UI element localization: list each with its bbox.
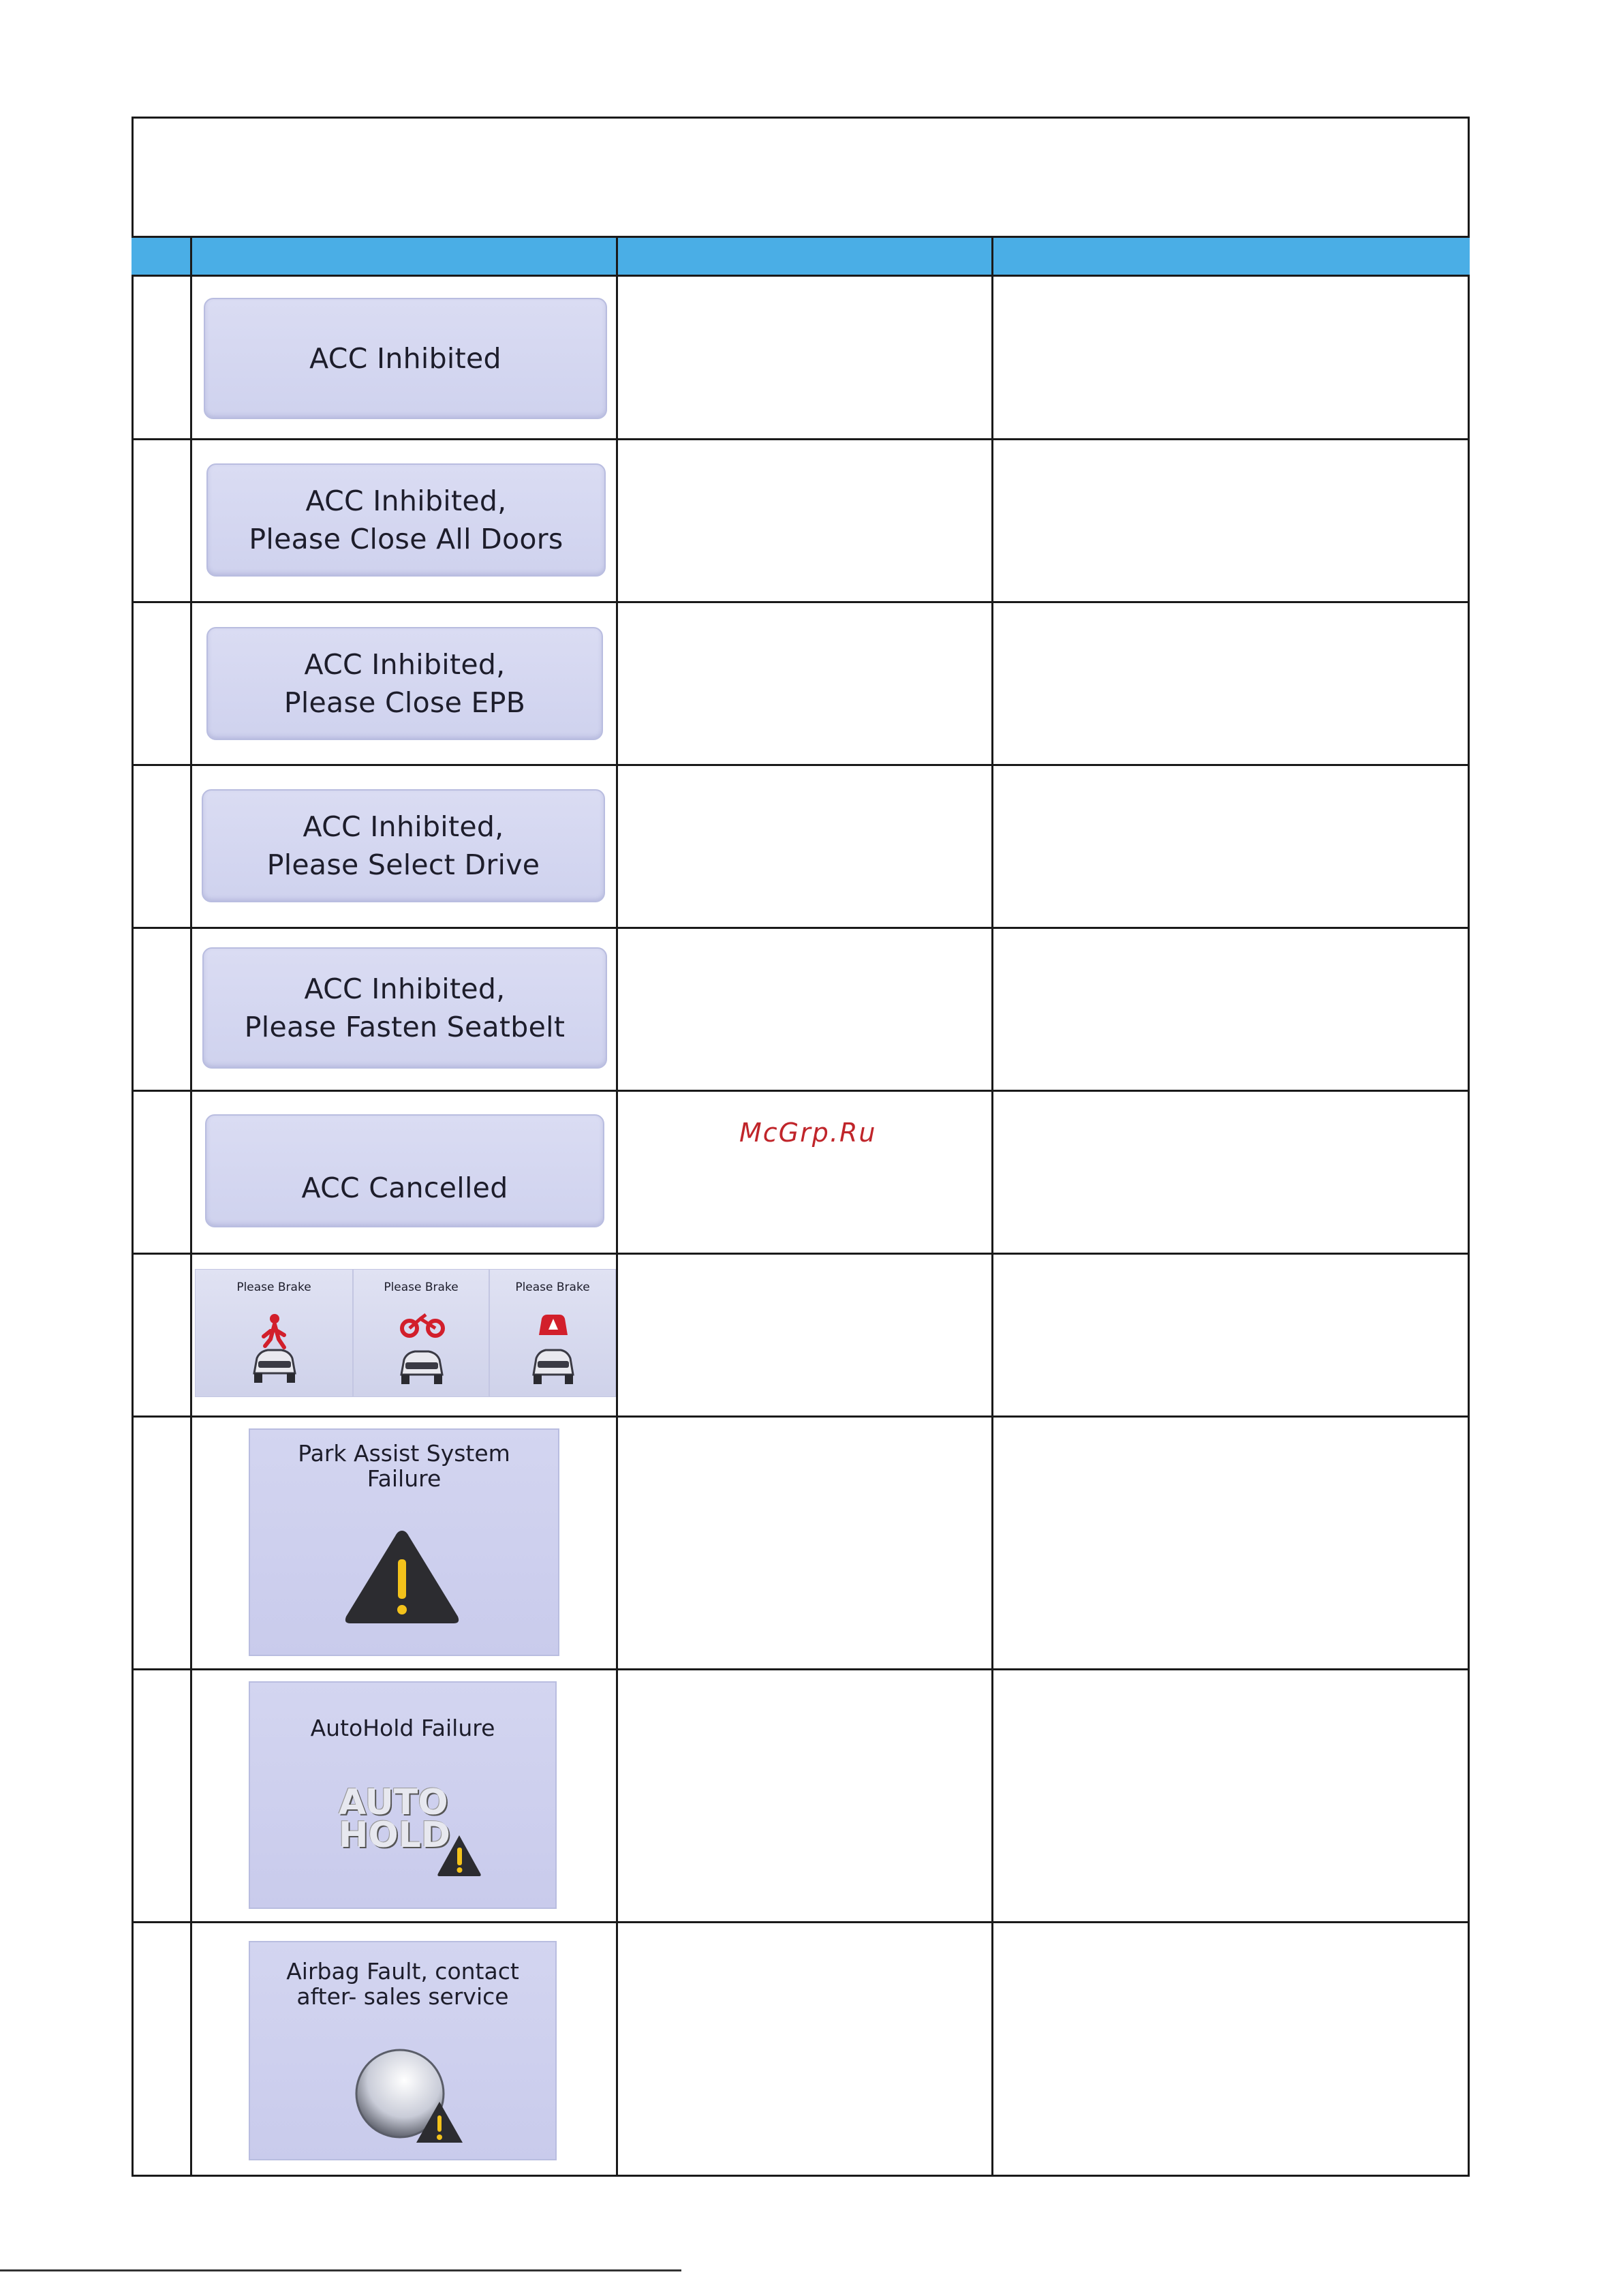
park-assist-failure-panel — [249, 1428, 559, 1656]
column-divider — [616, 236, 618, 2177]
please-brake-vehicle-tile — [489, 1269, 616, 1397]
panel-text: ACC Inhibited, Please Close EPB — [283, 648, 526, 719]
row-divider — [132, 1921, 1470, 1923]
autohold-warning-icon — [435, 1833, 483, 1878]
row-divider — [132, 438, 1470, 440]
footer-rule — [0, 2269, 681, 2271]
row-divider — [132, 927, 1470, 929]
pedestrian-car-icon — [243, 1312, 306, 1387]
row-divider — [132, 1253, 1470, 1255]
column-divider — [190, 236, 192, 2177]
row-divider — [132, 601, 1470, 603]
acc-cancelled-panel — [205, 1114, 604, 1227]
select-drive-panel — [202, 789, 605, 902]
fasten-seatbelt-panel — [202, 947, 607, 1069]
warning-triangle-icon — [341, 1525, 463, 1627]
close-epb-panel — [206, 627, 603, 740]
row-divider — [132, 764, 1470, 766]
panel-text: ACC Cancelled — [301, 1172, 508, 1204]
panel-title: Park Assist System Failure — [298, 1440, 510, 1492]
panel-text: ACC Inhibited, Please Fasten Seatbelt — [244, 973, 566, 1043]
cyclist-car-icon — [388, 1312, 456, 1387]
airbag-warning-icon — [345, 2045, 468, 2147]
panel-title: AutoHold Failure — [310, 1715, 495, 1741]
autohold-icon-label: AUTO HOLD — [339, 1782, 451, 1856]
please-brake-cyclist-tile — [353, 1269, 489, 1397]
row-divider — [132, 1415, 1470, 1418]
row-divider — [132, 1668, 1470, 1670]
panel-text: ACC Inhibited, Please Close All Doors — [249, 485, 563, 555]
please-brake-pedestrian-tile — [195, 1269, 353, 1397]
watermark: McGrp.Ru — [739, 1118, 877, 1148]
panel-title: Airbag Fault, contact after- sales service — [286, 1958, 519, 2010]
airbag-fault-panel — [249, 1941, 557, 2160]
please-brake-label: Please Brake — [236, 1281, 311, 1294]
table-header-bar — [132, 236, 1470, 277]
acc-inhibited-panel — [204, 298, 607, 419]
column-divider — [991, 236, 993, 2177]
please-brake-label: Please Brake — [384, 1281, 459, 1294]
row-divider — [132, 1090, 1470, 1092]
panel-text: ACC Inhibited, Please Select Drive — [266, 810, 540, 881]
please-brake-label: Please Brake — [515, 1281, 590, 1294]
vehicle-alert-car-icon — [524, 1312, 583, 1387]
autohold-failure-panel — [249, 1681, 557, 1909]
close-doors-panel — [206, 463, 606, 577]
panel-text: ACC Inhibited — [309, 342, 501, 375]
